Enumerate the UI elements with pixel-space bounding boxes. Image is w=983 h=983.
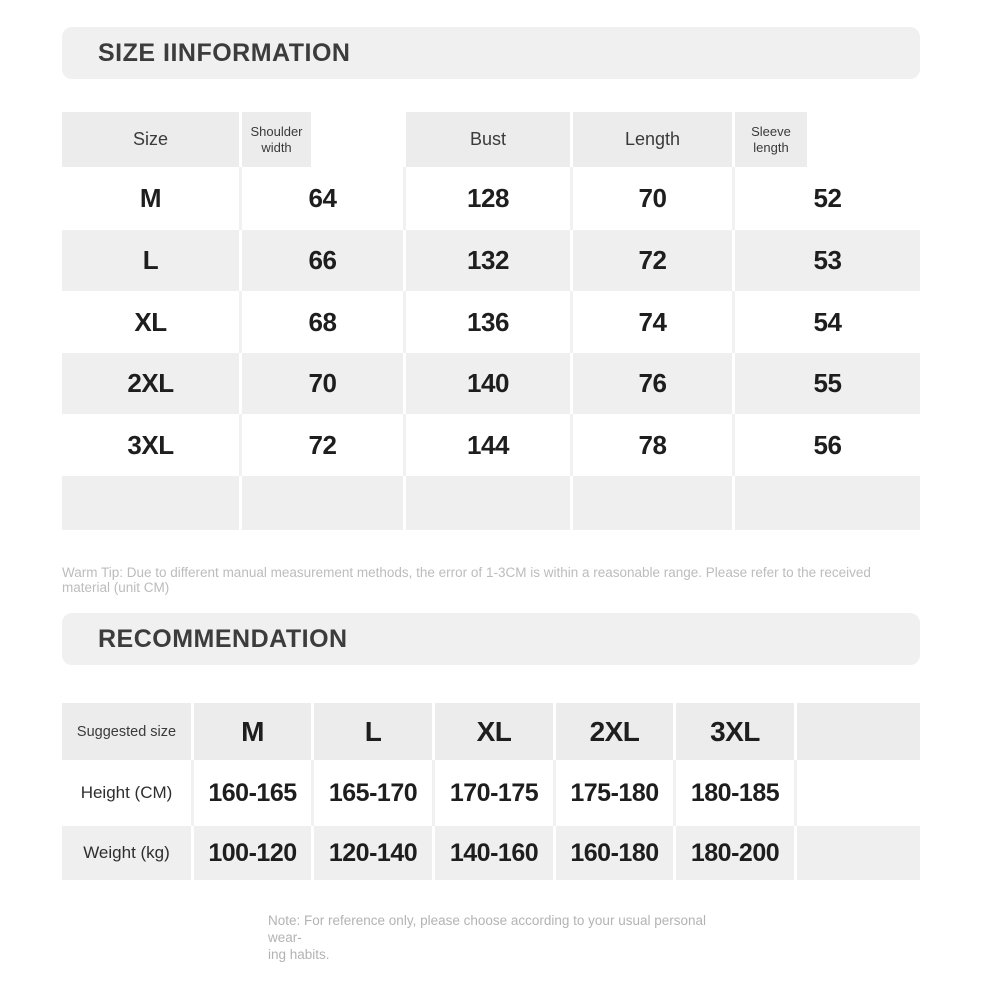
column-header-shoulder-width: Shoulder width [242, 112, 314, 167]
table-cell: 55 [735, 353, 920, 414]
table-cell: 160-165 [194, 760, 314, 826]
size-information-title: SIZE IINFORMATION [98, 38, 351, 67]
table-cell: 72 [573, 230, 735, 291]
table-cell-empty [797, 760, 920, 826]
table-cell-empty [797, 703, 920, 760]
table-cell: 66 [242, 230, 406, 291]
size-column-m: M [194, 703, 314, 760]
table-cell-empty [406, 476, 573, 530]
table-cell: 70 [242, 353, 406, 414]
table-cell: 165-170 [314, 760, 435, 826]
table-cell: 68 [242, 291, 406, 353]
table-cell: 140-160 [435, 826, 556, 880]
note-line-2: ing habits. [268, 946, 330, 962]
size-label: 3XL [62, 414, 242, 476]
size-table-row-xl [62, 291, 920, 353]
size-column-xl: XL [435, 703, 556, 760]
table-cell: 180-185 [676, 760, 797, 826]
column-header-bust: Bust [406, 112, 573, 167]
recommendation-header-row [62, 703, 920, 760]
table-cell: 132 [406, 230, 573, 291]
table-cell: 76 [573, 353, 735, 414]
table-cell: 54 [735, 291, 920, 353]
table-cell: 56 [735, 414, 920, 476]
table-cell: 100-120 [194, 826, 314, 880]
size-table [62, 112, 920, 530]
suggested-size-label: Suggested size [62, 703, 194, 760]
table-cell: 78 [573, 414, 735, 476]
table-cell: 136 [406, 291, 573, 353]
note-line-1: Note: For reference only, please choose according to your usual personal wear- [268, 913, 706, 945]
table-cell: 70 [573, 167, 735, 230]
table-cell-empty [62, 476, 242, 530]
size-table-row-2xl [62, 353, 920, 414]
size-table-header-row [62, 112, 920, 167]
recommendation-height-row [62, 760, 920, 826]
table-cell: 160-180 [556, 826, 676, 880]
size-label: M [62, 167, 242, 230]
table-cell: 53 [735, 230, 920, 291]
table-cell-empty [797, 826, 920, 880]
reference-note [268, 913, 738, 964]
table-cell: 144 [406, 414, 573, 476]
size-label: 2XL [62, 353, 242, 414]
size-column-l: L [314, 703, 435, 760]
table-cell: 175-180 [556, 760, 676, 826]
recommendation-header-bar [62, 613, 920, 665]
column-header-size: Size [62, 112, 242, 167]
table-cell-empty [735, 476, 920, 530]
recommendation-weight-row [62, 826, 920, 880]
recommendation-title: RECOMMENDATION [98, 624, 348, 653]
warm-tip-text: Warm Tip: Due to different manual measurement methods, the error of 1-3CM is within a reasonable range. Please refer to the received material (unit CM) [62, 565, 871, 595]
size-table-row-l [62, 230, 920, 291]
table-cell: 170-175 [435, 760, 556, 826]
size-table-empty-row [62, 476, 920, 530]
size-table-row-3xl [62, 414, 920, 476]
weight-label: Weight (kg) [62, 826, 194, 880]
recommendation-table [62, 703, 920, 880]
table-cell-empty [242, 476, 406, 530]
table-cell: 128 [406, 167, 573, 230]
size-information-header-bar [62, 27, 920, 79]
table-cell-empty [573, 476, 735, 530]
size-table-row-m [62, 167, 920, 230]
table-cell: 52 [735, 167, 920, 230]
table-cell: 120-140 [314, 826, 435, 880]
column-header-length: Length [573, 112, 735, 167]
table-cell: 72 [242, 414, 406, 476]
size-column-2xl: 2XL [556, 703, 676, 760]
size-column-3xl: 3XL [676, 703, 797, 760]
table-cell: 64 [242, 167, 406, 230]
table-cell: 74 [573, 291, 735, 353]
size-label: L [62, 230, 242, 291]
table-cell: 180-200 [676, 826, 797, 880]
height-label: Height (CM) [62, 760, 194, 826]
size-label: XL [62, 291, 242, 353]
table-cell: 140 [406, 353, 573, 414]
column-header-sleeve-length: Sleeve length [735, 112, 807, 167]
